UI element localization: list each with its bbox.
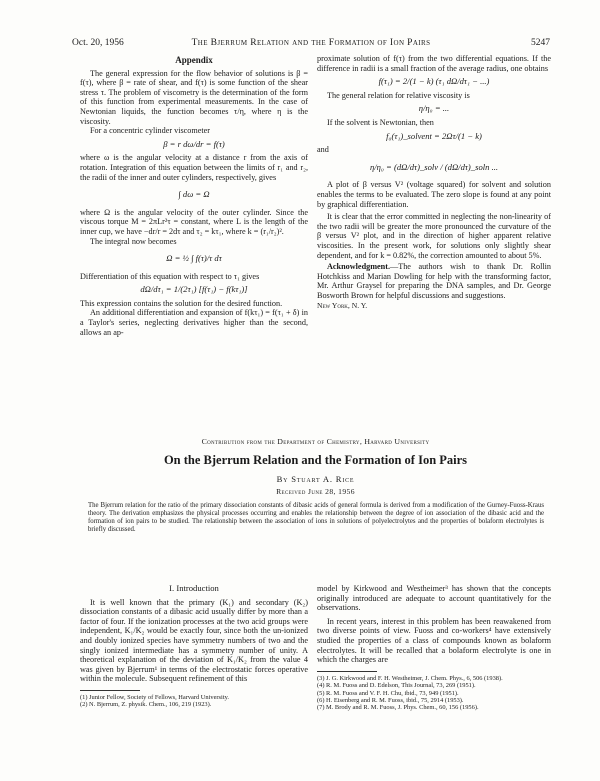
- appendix-paragraph: Differentiation of this equation with respect to τ₁ gives: [80, 271, 260, 281]
- footnote: (1) Junior Fellow, Society of Fellows, Harvard University.: [80, 693, 229, 701]
- equation: ∫ dω = Ω: [178, 189, 210, 200]
- abstract: The Bjerrum relation for the ratio of the primary dissociation constants of dibasic acids of general formula is derived from a modification of the Gurney-Fuoss-Kraus theory. The derivation emphasizes the physical processes occurring and enables the relationship between the degree of ion association of the dibasic acid and the formation of ion pairs to be studied. The relationship between the association of ions in solutions of polyelectrolytes and the properties of bolaform electrolytes is briefly discussed.: [88, 502, 544, 533]
- intro-heading: I. Introduction: [169, 583, 219, 593]
- appendix-paragraph: where Ω is the angular velocity of the outer cylinder. Since the viscous torque M = 2πLr²τ = constant, where L is the length of the inner cup, we have −dr/r = 2dτ and τ₂ = kτ₁, where k = (r₁/r₂)².: [80, 207, 308, 236]
- footnote: (5) R. M. Fuoss and V. F. H. Chu, ibid., 73, 949 (1951).: [317, 689, 459, 697]
- appendix-paragraph: The general relation for relative viscosity is: [327, 90, 470, 100]
- running-title: The Bjerrum Relation and the Formation of Ion Pairs: [191, 38, 431, 48]
- location: New York, N. Y.: [317, 301, 368, 311]
- appendix-paragraph: and: [317, 145, 329, 155]
- acknowledgment-label: Acknowledgment.: [327, 262, 390, 272]
- page-number: 5247: [531, 38, 550, 48]
- footnote: (2) N. Bjerrum, Z. physik. Chem., 106, 219 (1923).: [80, 701, 212, 709]
- footnote: (3) J. G. Kirkwood and F. H. Westheimer, J. Chem. Phys., 6, 506 (1938).: [317, 674, 503, 682]
- appendix-paragraph: The general expression for the flow behavior of solutions is β = f(τ), where β = rate of shear, and f(τ) is some function of the shear stress τ. The problem of viscometry is the determination of the form of this function from experimental measurements. In the case of Newtonian liquids, the function becomes τ/η, where η is the viscosity.: [80, 68, 308, 126]
- equation: f(τ₁) = 2/(1 − k) (τ₁ dΩ/dτ₁ − ...): [378, 76, 490, 87]
- appendix-paragraph: proximate solution of f(τ) from the two differential equations. If the difference in radii is a small fraction of the average radius, one obtains: [317, 54, 551, 73]
- footnote-divider: [80, 690, 140, 691]
- appendix-paragraph: It is clear that the error committed in neglecting the non-linearity of the two radii will be greater the more pronounced the curvature of the β versus V² plot, and in the direction of higher apparent relative viscosities. In the present work, for solutions only slightly shear dependent, and for k = 0.82%, the correction amounted to about 5%.: [317, 212, 551, 260]
- acknowledgment: Acknowledgment.—The authors wish to thank Dr. Rollin Hotchkiss and Marian Dowling for help with the transforming factor, Mr. Arthur Graysel for preparing the DNA samples, and Dr. George Bosworth Brown for helpful discussions and suggestions.: [317, 262, 551, 300]
- equation: η/η₀ = ...: [418, 103, 450, 114]
- received-date: Received June 28, 1956: [276, 487, 355, 496]
- intro-paragraph: It is well known that the primary (K₁) and secondary (K₂) dissociation constants of a dibasic acid usually differ by more than a factor of four. If the ionization processes at the two acid groups were independent, K₁/K₂ would be exactly four, since both the un-ionized and doubly ionized species have symmetry numbers of two and the singly ionized intermediate has a symmetry number of unity. A theoretical explanation of the deviation of K₁/K₂ from the value 4 was given by Bjerrum¹ in terms of the electrostatic forces operative within the molecule. Subsequent refinement of this: [80, 597, 308, 684]
- intro-column-left: [80, 584, 308, 709]
- issue-date: Oct. 20, 1956: [72, 38, 124, 48]
- equation: dΩ/dτ₁ = 1/(2τ₁) [f(τ₁) − f(kτ₁)]: [140, 284, 248, 295]
- equation: η/η₀ = (dΩ/dτ)_solv / (dΩ/dτ)_soln ...: [369, 161, 499, 172]
- footnote: (6) H. Eisenberg and R. M. Fuoss, ibid., 75, 2914 (1953).: [317, 696, 464, 704]
- appendix-paragraph: The integral now becomes: [90, 236, 177, 246]
- appendix-paragraph: If the solvent is Newtonian, then: [327, 117, 434, 127]
- appendix-paragraph: For a concentric cylinder viscometer: [90, 126, 211, 136]
- acknowledgment-text: The authors wish to thank Dr. Rollin Hotchkiss and Marian Dowling for help with the transforming factor, Mr. Arthur Graysel for preparing the DNA samples, and Dr. George Bosworth Brown for helpful discussions and suggestions.: [317, 262, 551, 300]
- appendix-paragraph: This expression contains the solution for the desired function.: [80, 298, 283, 308]
- equation: β = r dω/dr = f(τ): [163, 138, 225, 149]
- appendix-paragraph: A plot of β versus V² (voltage squared) for solvent and solution enables the terms to be evaluated. The zero slope is found at any point by graphical differentiation.: [317, 180, 551, 209]
- intro-paragraph: model by Kirkwood and Westheimer³ has shown that the concepts originally introduced are adequate to account quantitatively for the observations.: [317, 584, 551, 613]
- intro-column-right: [317, 584, 551, 712]
- appendix-column: [80, 54, 308, 337]
- appendix-column-continued: [317, 54, 551, 311]
- intro-paragraph: In recent years, interest in this problem has been reawakened from two diverse points of view. Fuoss and co-workers⁴ have extensively studied the properties of a class of compounds known as bolaform electrolytes. It will be recalled that a bolaform electrolyte is one in which the charges are: [317, 616, 551, 665]
- affiliation: Contribution from the Department of Chemistry, Harvard University: [201, 437, 430, 446]
- equation: Ω = ½ ∫ f(τ)/τ dτ: [166, 253, 222, 264]
- equation: f₀(τ₁)_solvent = 2Ωτ/(1 − k): [386, 130, 482, 141]
- appendix-heading: Appendix: [175, 55, 213, 65]
- footnote-divider: [317, 671, 377, 672]
- footnote: (7) M. Brody and R. M. Fuoss, J. Phys. Chem., 60, 156 (1956).: [317, 704, 479, 712]
- article-title: On the Bjerrum Relation and the Formation of Ion Pairs: [163, 453, 468, 467]
- author: By Stuart A. Rice: [276, 474, 355, 484]
- footnote: (4) R. M. Fuoss and D. Edelson, This Journal, 73, 269 (1951).: [317, 682, 476, 690]
- appendix-paragraph: An additional differentiation and expansion of f(kτ₁) = f(τ₁ + δ) in a Taylor's series, neglecting derivatives higher than the second, allows an ap-: [80, 308, 308, 337]
- appendix-paragraph: where ω is the angular velocity at a distance r from the axis of rotation. Integration of this equation between the limits of r₁ and r₂, the radii of the inner and outer cylinders, respectively, gives: [80, 153, 308, 182]
